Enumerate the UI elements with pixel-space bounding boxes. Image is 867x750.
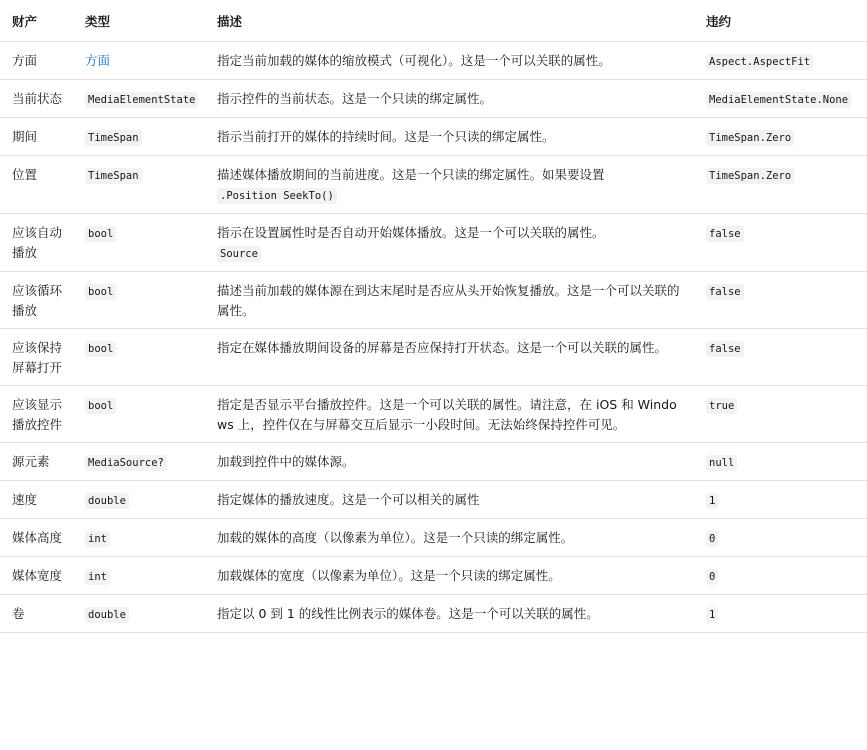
- default-value-code: Aspect.AspectFit: [706, 54, 813, 70]
- table-row: [0, 329, 867, 386]
- property-default-cell: [692, 595, 867, 633]
- table-body: [0, 42, 867, 633]
- property-type-cell: [71, 519, 203, 557]
- type-link[interactable]: 方面: [85, 53, 111, 68]
- description-text: 指定当前加载的媒体的缩放模式（可视化）。这是一个可以关联的属性。: [217, 53, 611, 68]
- type-code: MediaSource?: [85, 455, 167, 471]
- description-code: Source: [217, 246, 261, 262]
- header-property: 财产: [0, 0, 71, 42]
- property-type-cell: [71, 443, 203, 481]
- type-code: bool: [85, 341, 116, 357]
- default-value-code: null: [706, 455, 737, 471]
- property-default-cell: [692, 386, 867, 443]
- table-header-row: [0, 0, 867, 42]
- default-value-code: TimeSpan.Zero: [706, 130, 794, 146]
- property-description-cell: [203, 557, 692, 595]
- description-text: 加载到控件中的媒体源。: [217, 454, 355, 469]
- table-row: [0, 80, 867, 118]
- description-text: 加载媒体的宽度（以像素为单位）。这是一个只读的绑定属性。: [217, 568, 561, 583]
- type-code: MediaElementState: [85, 92, 198, 108]
- property-description-cell: [203, 118, 692, 156]
- type-code: int: [85, 569, 110, 585]
- type-code: bool: [85, 284, 116, 300]
- property-type-cell: [71, 214, 203, 272]
- type-code: bool: [85, 398, 116, 414]
- property-name: 应该保持屏幕打开: [0, 329, 71, 386]
- table-row: [0, 118, 867, 156]
- property-default-cell: [692, 80, 867, 118]
- description-text: 描述媒体播放期间的当前进度。这是一个只读的绑定属性。如果要设置: [217, 167, 605, 182]
- property-default-cell: [692, 118, 867, 156]
- property-name: 媒体高度: [0, 519, 71, 557]
- default-value-code: 1: [706, 493, 718, 509]
- property-default-cell: [692, 443, 867, 481]
- type-code: double: [85, 607, 129, 623]
- property-default-cell: [692, 481, 867, 519]
- property-name: 源元素: [0, 443, 71, 481]
- type-code: TimeSpan: [85, 130, 142, 146]
- default-value-code: false: [706, 284, 744, 300]
- property-name: 应该循环播放: [0, 272, 71, 329]
- property-description-cell: [203, 443, 692, 481]
- property-description-cell: [203, 42, 692, 80]
- property-type-cell: [71, 557, 203, 595]
- property-type-cell: [71, 329, 203, 386]
- default-value-code: MediaElementState.None: [706, 92, 851, 108]
- table-row: [0, 519, 867, 557]
- property-name: 当前状态: [0, 80, 71, 118]
- property-description-cell: [203, 214, 692, 272]
- default-value-code: 0: [706, 531, 718, 547]
- property-default-cell: [692, 329, 867, 386]
- property-description-cell: [203, 519, 692, 557]
- property-description-cell: [203, 80, 692, 118]
- table-row: [0, 481, 867, 519]
- description-code: .Position SeekTo(): [217, 188, 337, 204]
- table-row: [0, 156, 867, 214]
- property-default-cell: [692, 272, 867, 329]
- property-default-cell: [692, 557, 867, 595]
- property-name: 期间: [0, 118, 71, 156]
- description-text: 指示控件的当前状态。这是一个只读的绑定属性。: [217, 91, 493, 106]
- property-default-cell: [692, 519, 867, 557]
- type-code: TimeSpan: [85, 168, 142, 184]
- description-text: 加载的媒体的高度（以像素为单位）。这是一个只读的绑定属性。: [217, 530, 574, 545]
- table-row: [0, 386, 867, 443]
- property-default-cell: [692, 214, 867, 272]
- description-text: 指定媒体的播放速度。这是一个可以相关的属性: [217, 492, 480, 507]
- type-code: double: [85, 493, 129, 509]
- default-value-code: 0: [706, 569, 718, 585]
- description-text: 指示在设置属性时是否自动开始媒体播放。这是一个可以关联的属性。: [217, 225, 605, 240]
- default-value-code: false: [706, 226, 744, 242]
- property-name: 位置: [0, 156, 71, 214]
- property-name: 媒体宽度: [0, 557, 71, 595]
- property-description-cell: [203, 329, 692, 386]
- property-description-cell: [203, 386, 692, 443]
- property-type-cell: [71, 118, 203, 156]
- property-description-cell: [203, 481, 692, 519]
- table-row: [0, 272, 867, 329]
- property-type-cell: [71, 156, 203, 214]
- property-type-cell: [71, 386, 203, 443]
- description-text: 指定是否显示平台播放控件。这是一个可以关联的属性。请注意，在 iOS 和 Windows 上，控件仅在与屏幕交互后显示一小段时间。无法始终保持控件可见。: [217, 397, 677, 432]
- property-type-cell: [71, 42, 203, 80]
- table-row: [0, 443, 867, 481]
- table-row: [0, 557, 867, 595]
- table-row: [0, 214, 867, 272]
- default-value-code: false: [706, 341, 744, 357]
- property-default-cell: [692, 156, 867, 214]
- property-name: 速度: [0, 481, 71, 519]
- property-description-cell: [203, 156, 692, 214]
- type-code: int: [85, 531, 110, 547]
- default-value-code: 1: [706, 607, 718, 623]
- property-type-cell: [71, 80, 203, 118]
- property-name: 方面: [0, 42, 71, 80]
- table-row: [0, 595, 867, 633]
- property-name: 卷: [0, 595, 71, 633]
- default-value-code: TimeSpan.Zero: [706, 168, 794, 184]
- property-type-cell: [71, 595, 203, 633]
- property-name: 应该自动播放: [0, 214, 71, 272]
- property-type-cell: [71, 481, 203, 519]
- header-description: 描述: [203, 0, 692, 42]
- property-description-cell: [203, 595, 692, 633]
- property-name: 应该显示播放控件: [0, 386, 71, 443]
- property-type-cell: [71, 272, 203, 329]
- description-text: 描述当前加载的媒体源在到达末尾时是否应从头开始恢复播放。这是一个可以关联的属性。: [217, 283, 680, 318]
- property-default-cell: [692, 42, 867, 80]
- type-code: bool: [85, 226, 116, 242]
- table-row: [0, 42, 867, 80]
- description-text: 指示当前打开的媒体的持续时间。这是一个只读的绑定属性。: [217, 129, 555, 144]
- description-text: 指定在媒体播放期间设备的屏幕是否应保持打开状态。这是一个可以关联的属性。: [217, 340, 668, 355]
- default-value-code: true: [706, 398, 737, 414]
- header-type: 类型: [71, 0, 203, 42]
- property-description-cell: [203, 272, 692, 329]
- description-text: 指定以 0 到 1 的线性比例表示的媒体卷。这是一个可以关联的属性。: [217, 606, 599, 621]
- header-default: 违约: [692, 0, 867, 42]
